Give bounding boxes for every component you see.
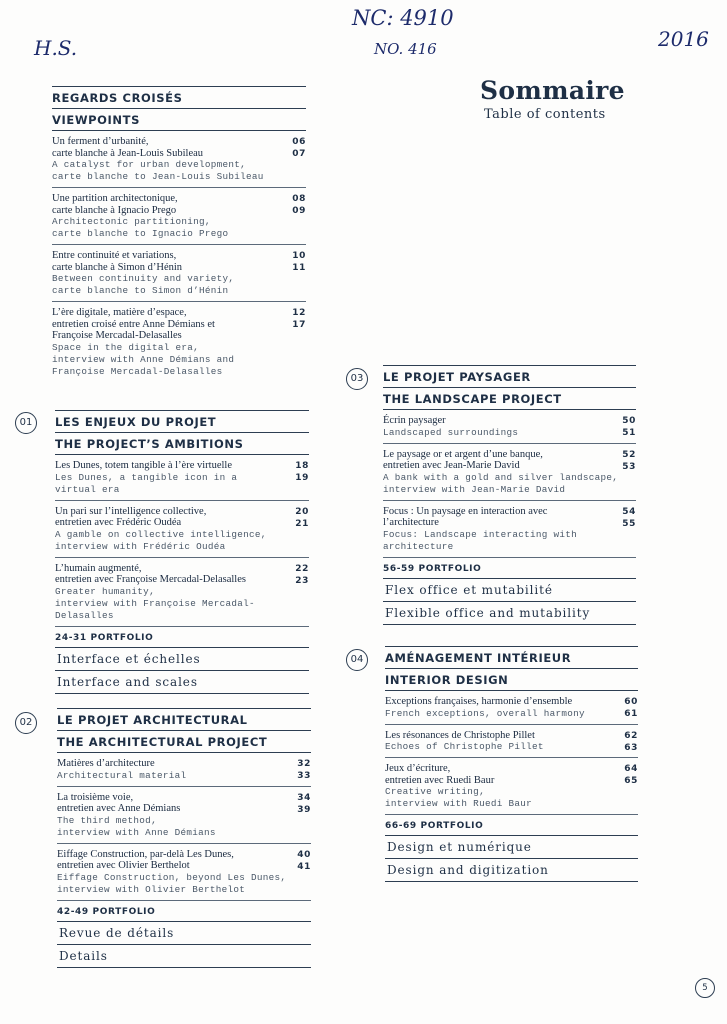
section-heading-fr: AMÉNAGEMENT INTÉRIEUR bbox=[385, 651, 572, 665]
section-02 bbox=[57, 708, 311, 968]
entry-title-en: Focus: Landscape interacting with architecture bbox=[383, 528, 578, 552]
subsection-fr: Revue de détails bbox=[57, 921, 311, 944]
entry-title-en: Echoes of Christophe Pillet bbox=[385, 741, 544, 752]
entry-page-numbers: 10 11 bbox=[292, 251, 306, 273]
toc-entry bbox=[55, 557, 309, 626]
entry-title-fr: Un pari sur l’intelligence collective, entretien avec Frédéric Oudéa bbox=[55, 505, 207, 528]
subsection-fr: Design et numérique bbox=[385, 835, 638, 858]
toc-entry bbox=[383, 500, 636, 557]
entry-page-numbers: 60 61 bbox=[624, 697, 638, 719]
portfolio-label: 66-69 PORTFOLIO bbox=[385, 814, 638, 835]
entry-title-fr: Les Dunes, totem tangible à l’ère virtuelle bbox=[55, 460, 232, 471]
entry-page-numbers: 34 39 bbox=[297, 792, 311, 815]
entry-title-fr: L’humain augmenté, entretien avec Françoise Mercadal-Delasalles bbox=[55, 562, 246, 585]
toc-entry bbox=[52, 244, 306, 301]
toc-entry bbox=[57, 843, 311, 900]
section-heading-en: THE LANDSCAPE PROJECT bbox=[383, 392, 562, 406]
entry-title-fr: Un ferment d’urbanité, carte blanche à Jean-Louis Subileau bbox=[52, 136, 204, 159]
toc-entry bbox=[383, 443, 636, 500]
entry-title-en: Landscaped surroundings bbox=[383, 426, 519, 438]
entry-page-numbers: 50 51 bbox=[622, 416, 636, 438]
subsection-en: Design and digitization bbox=[385, 858, 638, 881]
entry-list bbox=[383, 410, 636, 557]
entry-list bbox=[55, 455, 309, 626]
subsection-en: Flexible office and mutability bbox=[383, 601, 636, 624]
section-heading-fr: LE PROJET ARCHITECTURAL bbox=[57, 713, 248, 727]
entry-title-en: Creative writing, interview with Ruedi Baur bbox=[385, 786, 532, 809]
section-heading-en: VIEWPOINTS bbox=[52, 113, 140, 127]
entry-page-numbers: 54 55 bbox=[622, 506, 636, 529]
entry-page-numbers: 32 33 bbox=[297, 759, 311, 781]
entry-title-fr: Les résonances de Christophe Pillet bbox=[385, 729, 535, 741]
entry-title-fr: L’ère digitale, matière d’espace, entretien croisé entre Anne Démians et Françoise Mercadal-Delasalles bbox=[52, 307, 215, 341]
page-number: 5 bbox=[695, 978, 715, 998]
section-number-badge: 04 bbox=[346, 649, 368, 671]
entry-title-fr: Eiffage Construction, par-delà Les Dunes, entretien avec Olivier Berthelot bbox=[57, 848, 234, 871]
entry-title-en: Greater humanity, interview with Françoise Mercadal-Delasalles bbox=[55, 585, 255, 621]
toc-entry bbox=[55, 500, 309, 557]
section-heading-fr: LES ENJEUX DU PROJET bbox=[55, 415, 217, 429]
toc-entry bbox=[52, 187, 306, 244]
entry-title-en: Eiffage Construction, beyond Les Dunes, interview with Olivier Berthelot bbox=[57, 871, 287, 895]
page-subtitle: Table of contents bbox=[484, 107, 606, 122]
entry-title-en: French exceptions, overall harmony bbox=[385, 707, 585, 719]
entry-page-numbers: 06 07 bbox=[292, 137, 306, 159]
subsection-en: Details bbox=[57, 944, 311, 967]
entry-title-en: Architectonic partitioning, carte blanche to Ignacio Prego bbox=[52, 216, 229, 239]
entry-title-en: A catalyst for urban development, carte blanche to Jean-Louis Subileau bbox=[52, 159, 264, 182]
entry-title-fr: Une partition architectonique, carte blanche à Ignacio Prego bbox=[52, 193, 178, 216]
entry-title-fr: Le paysage or et argent d’une banque, entretien avec Jean-Marie David bbox=[383, 448, 543, 471]
entry-list bbox=[57, 753, 311, 900]
entry-title-fr: Matières d’architecture bbox=[57, 758, 155, 769]
handwritten-initials: H.S. bbox=[34, 36, 78, 60]
section-number-badge: 02 bbox=[15, 712, 37, 734]
entry-list bbox=[52, 131, 306, 382]
section-viewpoints bbox=[52, 86, 306, 382]
toc-entry bbox=[57, 786, 311, 843]
section-heading-fr: LE PROJET PAYSAGER bbox=[383, 370, 531, 384]
entry-page-numbers: 52 53 bbox=[622, 449, 636, 472]
portfolio-label: 42-49 PORTFOLIO bbox=[57, 900, 311, 921]
entry-title-en: Architectural material bbox=[57, 769, 187, 781]
toc-entry bbox=[55, 455, 309, 500]
toc-entry bbox=[57, 753, 311, 786]
entry-page-numbers: 40 41 bbox=[297, 849, 311, 872]
entry-title-fr: La troisième voie, entretien avec Anne Démians bbox=[57, 791, 181, 814]
subsection-fr: Interface et échelles bbox=[55, 647, 309, 670]
toc-entry bbox=[383, 410, 636, 443]
entry-title-en: A bank with a gold and silver landscape, interview with Jean-Marie David bbox=[383, 471, 619, 495]
toc-entry bbox=[385, 757, 638, 814]
entry-list bbox=[385, 691, 638, 814]
entry-page-numbers: 62 63 bbox=[624, 730, 638, 753]
section-number-badge: 03 bbox=[346, 368, 368, 390]
entry-title-en: A gamble on collective intelligence, interview with Frédéric Oudéa bbox=[55, 528, 267, 552]
handwritten-year: 2016 bbox=[658, 27, 709, 51]
entry-title-en: Space in the digital era, interview with Anne Démians and Françoise Mercadal-Delasalles bbox=[52, 341, 235, 377]
section-04 bbox=[385, 646, 638, 882]
entry-title-en: Between continuity and variety, carte blanche to Simon d’Hénin bbox=[52, 273, 235, 296]
entry-page-numbers: 22 23 bbox=[295, 563, 309, 586]
entry-page-numbers: 64 65 bbox=[624, 764, 638, 786]
entry-title-en: Les Dunes, a tangible icon in a virtual era bbox=[55, 471, 238, 495]
entry-page-numbers: 20 21 bbox=[295, 506, 309, 529]
title-block bbox=[480, 76, 640, 122]
section-heading-fr: REGARDS CROISÉS bbox=[52, 91, 183, 105]
toc-entry bbox=[52, 301, 306, 382]
section-heading-en: INTERIOR DESIGN bbox=[385, 673, 509, 687]
section-03 bbox=[383, 365, 636, 625]
entry-page-numbers: 12 17 bbox=[292, 308, 306, 330]
section-01 bbox=[55, 410, 309, 694]
entry-title-fr: Écrin paysager bbox=[383, 415, 446, 426]
entry-title-fr: Exceptions françaises, harmonie d’ensemble bbox=[385, 696, 573, 707]
entry-title-en: The third method, interview with Anne Démians bbox=[57, 814, 216, 838]
subsection-en: Interface and scales bbox=[55, 670, 309, 693]
toc-entry bbox=[52, 131, 306, 187]
section-number-badge: 01 bbox=[15, 412, 37, 434]
entry-page-numbers: 18 19 bbox=[295, 461, 309, 483]
entry-title-fr: Focus : Un paysage en interaction avec l’architecture bbox=[383, 505, 548, 528]
subsection-fr: Flex office et mutabilité bbox=[383, 578, 636, 601]
entry-title-fr: Entre continuité et variations, carte blanche à Simon d’Hénin bbox=[52, 250, 183, 273]
handwritten-nc-number: NC: 4910 bbox=[352, 6, 454, 30]
page-title: Sommaire bbox=[480, 76, 625, 105]
portfolio-label: 24-31 PORTFOLIO bbox=[55, 626, 309, 647]
entry-page-numbers: 08 09 bbox=[292, 194, 306, 216]
handwritten-issue-number: NO. 416 bbox=[374, 40, 437, 58]
entry-title-fr: Jeux d’écriture, entretien avec Ruedi Baur bbox=[385, 763, 495, 786]
toc-entry bbox=[385, 691, 638, 724]
toc-entry bbox=[385, 724, 638, 758]
section-heading-en: THE PROJECT’S AMBITIONS bbox=[55, 437, 244, 451]
section-heading-en: THE ARCHITECTURAL PROJECT bbox=[57, 735, 268, 749]
portfolio-label: 56-59 PORTFOLIO bbox=[383, 557, 636, 578]
